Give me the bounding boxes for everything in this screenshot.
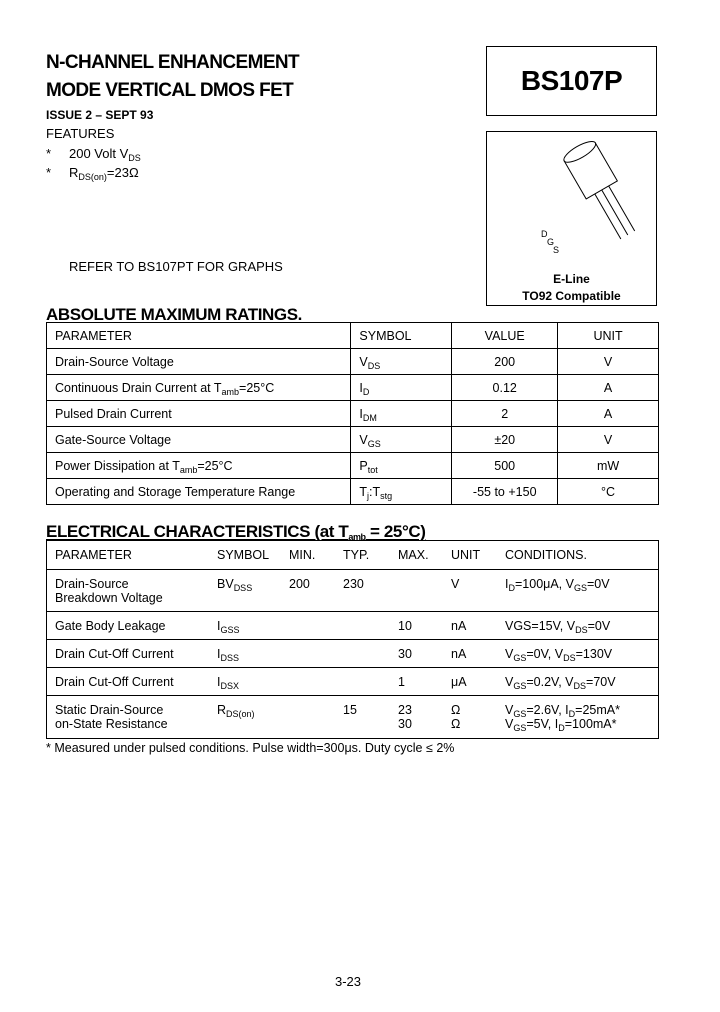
param-cell: Gate Body Leakage xyxy=(55,619,166,633)
table-header-row xyxy=(47,323,659,349)
table-row xyxy=(47,349,659,375)
max-cell: 23 30 xyxy=(398,703,412,731)
typ-cell: 15 xyxy=(343,703,357,717)
features-heading: FEATURES xyxy=(46,126,115,141)
pin-label-g: G xyxy=(547,237,555,247)
symbol-cell: $I_{GSS}$ xyxy=(217,619,240,635)
feature-bullet-1: * xyxy=(46,146,52,161)
title-line-1: N-CHANNEL ENHANCEMENT xyxy=(46,52,300,73)
param-cell: Pulsed Drain Current xyxy=(47,401,351,427)
value-cell: 200 xyxy=(452,349,558,375)
table-row xyxy=(47,611,658,635)
symbol-cell: $BV_{DSS}$ xyxy=(217,577,253,593)
refer-note: REFER TO BS107PT FOR GRAPHS xyxy=(69,259,283,274)
unit-cell: nA xyxy=(451,619,467,633)
feature-item-1: 200 Volt $V_{DS}$ xyxy=(69,146,141,163)
param-cell: Operating and Storage Temperature Range xyxy=(47,479,351,505)
header-parameter: PARAMETER xyxy=(47,323,351,349)
max-cell: 10 xyxy=(398,619,412,633)
header-unit: UNIT xyxy=(451,548,481,562)
unit-cell: μA xyxy=(451,675,467,689)
conditions-cell: $V_{GS}=0.2V$, $V_{DS}=70V$ xyxy=(505,675,616,691)
symbol-cell: $V_{DS}$ xyxy=(351,349,452,375)
param-cell: Drain-Source Voltage xyxy=(47,349,351,375)
pin-label-d: D xyxy=(541,229,548,239)
typ-cell: 230 xyxy=(343,577,364,591)
unit-cell: nA xyxy=(451,647,467,661)
value-cell: 0.12 xyxy=(452,375,558,401)
param-cell: Drain-Source Breakdown Voltage xyxy=(55,577,163,605)
table-row xyxy=(47,569,658,605)
table-row xyxy=(47,401,659,427)
param-cell: Gate-Source Voltage xyxy=(47,427,351,453)
value-cell: 500 xyxy=(452,453,558,479)
param-cell: Drain Cut-Off Current xyxy=(55,647,174,661)
page-number: 3-23 xyxy=(335,974,362,989)
unit-cell: V xyxy=(558,349,659,375)
unit-cell: A xyxy=(558,401,659,427)
header-symbol: SYMBOL xyxy=(217,548,270,562)
table-row xyxy=(47,479,659,505)
issue-date: ISSUE 2 – SEPT 93 xyxy=(46,108,154,122)
table-row xyxy=(47,695,658,733)
abs-max-table xyxy=(46,322,659,505)
table-row xyxy=(47,427,659,453)
unit-cell: Ω Ω xyxy=(451,703,461,731)
header-max: MAX. xyxy=(398,548,429,562)
elec-table xyxy=(46,540,659,739)
conditions-cell: VGS=15V, $V_{DS}=0V$ xyxy=(505,619,611,635)
symbol-cell: $I_{DM}$ xyxy=(351,401,452,427)
table-row xyxy=(47,667,658,691)
pin-label-s: S xyxy=(553,245,560,255)
param-cell: Continuous Drain Current at $T_{amb}=25^\circ C$ xyxy=(47,375,351,401)
header-typ: TYP. xyxy=(343,548,370,562)
symbol-cell: $V_{GS}$ xyxy=(351,427,452,453)
symbol-cell: $I_D$ xyxy=(351,375,452,401)
symbol-cell: $P_{tot}$ xyxy=(351,453,452,479)
param-cell: Power Dissipation at $T_{amb}=25^\circ C$ xyxy=(47,453,351,479)
max-cell: 1 xyxy=(398,675,405,689)
header-min: MIN. xyxy=(289,548,316,562)
header-parameter: PARAMETER xyxy=(55,548,132,562)
conditions-cell: $V_{GS}=2.6V$, $I_D=25mA*$ $V_{GS}=5V$, $I_D=100mA*$ xyxy=(505,703,620,733)
conditions-cell: $I_D=100\mu A$, $V_{GS}=0V$ xyxy=(505,577,610,593)
table-row xyxy=(47,639,658,663)
param-cell: Static Drain-Source on-State Resistance xyxy=(55,703,168,731)
package-line-1: E-Line xyxy=(553,272,590,286)
unit-cell: V xyxy=(558,427,659,453)
header-symbol: SYMBOL xyxy=(351,323,452,349)
value-cell: -55 to +150 xyxy=(452,479,558,505)
max-cell: 30 xyxy=(398,647,412,661)
part-number: BS107P xyxy=(520,65,623,96)
value-cell: 2 xyxy=(452,401,558,427)
abs-max-heading: ABSOLUTE MAXIMUM RATINGS. xyxy=(46,305,303,324)
table-row xyxy=(47,453,659,479)
footnote: * Measured under pulsed conditions. Pulse width=300μs. Duty cycle ≤ 2% xyxy=(46,741,455,755)
unit-cell: A xyxy=(558,375,659,401)
symbol-cell: $T_j:T_{stg}$ xyxy=(351,479,452,505)
conditions-cell: $V_{GS}=0V$, $V_{DS}=130V$ xyxy=(505,647,613,663)
elec-heading: ELECTRICAL CHARACTERISTICS (at $T_{amb} = 25^\circ C$) xyxy=(46,522,426,542)
unit-cell: mW xyxy=(558,453,659,479)
min-cell: 200 xyxy=(289,577,310,591)
header-unit: UNIT xyxy=(558,323,659,349)
header-conditions: CONDITIONS. xyxy=(505,548,587,562)
header-value: VALUE xyxy=(452,323,558,349)
title-line-2: MODE VERTICAL DMOS FET xyxy=(46,80,294,101)
value-cell: ±20 xyxy=(452,427,558,453)
symbol-cell: $R_{DS(on)}$ xyxy=(217,703,255,719)
symbol-cell: $I_{DSS}$ xyxy=(217,647,239,663)
feature-item-2: $R_{DS(on)}=23\Omega$ xyxy=(69,165,139,182)
unit-cell: V xyxy=(451,577,460,591)
symbol-cell: $I_{DSX}$ xyxy=(217,675,239,691)
table-row xyxy=(47,375,659,401)
to92-package-drawing xyxy=(486,131,657,266)
part-number-box xyxy=(486,46,657,116)
feature-bullet-2: * xyxy=(46,165,52,180)
unit-cell: °C xyxy=(558,479,659,505)
param-cell: Drain Cut-Off Current xyxy=(55,675,174,689)
package-line-2: TO92 Compatible xyxy=(522,289,621,303)
